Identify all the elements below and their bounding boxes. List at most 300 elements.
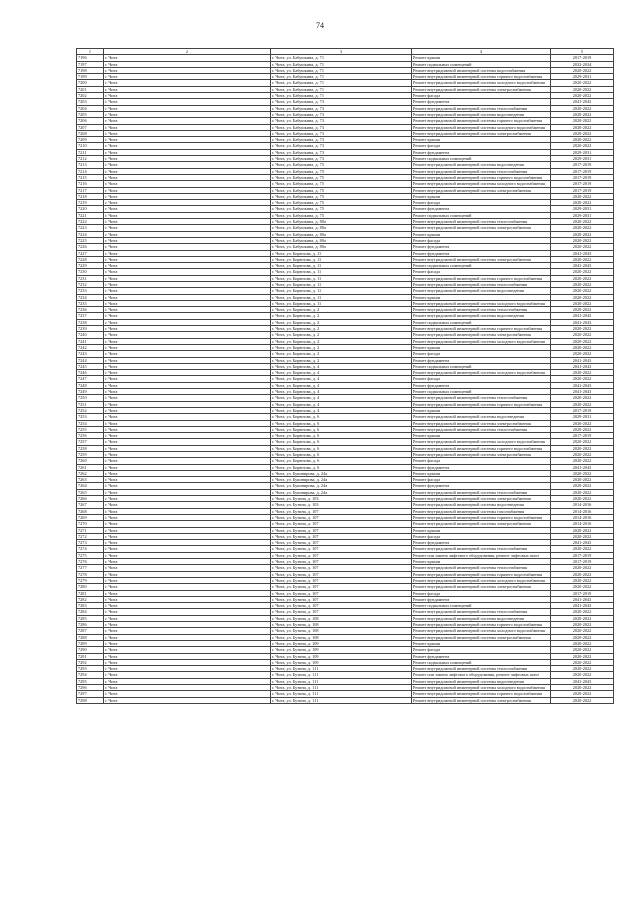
settlement-cell: г. Чита bbox=[104, 659, 271, 665]
address-cell: г. Чита, ул. Бутина, д. 103 bbox=[271, 502, 412, 508]
row-number-cell: 7282 bbox=[77, 596, 104, 602]
period-cell: 2017-2019 bbox=[551, 187, 614, 193]
work-type-cell: Ремонт фундамента bbox=[412, 250, 551, 256]
settlement-cell: г. Чита bbox=[104, 370, 271, 376]
settlement-cell: г. Чита bbox=[104, 124, 271, 130]
row-number-cell: 7270 bbox=[77, 521, 104, 527]
work-type-cell: Ремонт фундамента bbox=[412, 244, 551, 250]
row-number-cell: 7234 bbox=[77, 294, 104, 300]
work-type-cell: Ремонт внутридомовой инженерной системы холодного водоснабжения bbox=[412, 628, 551, 634]
work-type-cell: Ремонт внутридомовой инженерной системы электроснабжения bbox=[412, 634, 551, 640]
work-type-cell: Ремонт внутридомовой инженерной системы электроснабжения bbox=[412, 256, 551, 262]
work-type-cell: Ремонт внутридомовой инженерной системы водоотведения bbox=[412, 678, 551, 684]
address-cell: г. Чита, ул. Бирюзова, д. 4 bbox=[271, 370, 412, 376]
work-type-cell: Ремонт фасада bbox=[412, 351, 551, 357]
address-cell: г. Чита, ул. Бабушкина, д. 73 bbox=[271, 149, 412, 155]
address-cell: г. Чита, ул. Бирюзова, д. 2 bbox=[271, 344, 412, 350]
settlement-cell: г. Чита bbox=[104, 483, 271, 489]
row-number-cell: 7230 bbox=[77, 269, 104, 275]
settlement-cell: г. Чита bbox=[104, 622, 271, 628]
settlement-cell: г. Чита bbox=[104, 697, 271, 703]
address-cell: г. Чита, ул. Бирюзова, д. 11 bbox=[271, 256, 412, 262]
settlement-cell: г. Чита bbox=[104, 502, 271, 508]
period-cell: 2017-2019 bbox=[551, 168, 614, 174]
period-cell: 2020-2022 bbox=[551, 533, 614, 539]
settlement-cell: г. Чита bbox=[104, 256, 271, 262]
address-cell: г. Чита, ул. Бутина, д. 111 bbox=[271, 691, 412, 697]
address-cell: г. Чита, ул. Бирюзова, д. 11 bbox=[271, 275, 412, 281]
period-cell: 2020-2022 bbox=[551, 445, 614, 451]
period-cell: 2020-2022 bbox=[551, 300, 614, 306]
row-number-cell: 7214 bbox=[77, 168, 104, 174]
period-cell: 2020-2022 bbox=[551, 659, 614, 665]
row-number-cell: 7228 bbox=[77, 256, 104, 262]
work-type-cell: Ремонт крыши bbox=[412, 470, 551, 476]
row-number-cell: 7208 bbox=[77, 130, 104, 136]
period-cell: 2020-2022 bbox=[551, 326, 614, 332]
row-number-cell: 7274 bbox=[77, 546, 104, 552]
work-type-cell: Ремонт внутридомовой инженерной системы холодного водоснабжения bbox=[412, 684, 551, 690]
work-type-cell: Ремонт внутридомовой инженерной системы горячего водоснабжения bbox=[412, 622, 551, 628]
settlement-cell: г. Чита bbox=[104, 212, 271, 218]
address-cell: г. Чита, ул. Бутина, д. 111 bbox=[271, 666, 412, 672]
period-cell: 2020-2022 bbox=[551, 426, 614, 432]
address-cell: г. Чита, ул. Бабушкина, д. 71 bbox=[271, 93, 412, 99]
settlement-cell: г. Чита bbox=[104, 401, 271, 407]
period-cell: 2020-2022 bbox=[551, 666, 614, 672]
settlement-cell: г. Чита bbox=[104, 678, 271, 684]
address-cell: г. Чита, ул. Бабушкина, д. 71 bbox=[271, 74, 412, 80]
address-cell: г. Чита, ул. Бирюзова, д. 2 bbox=[271, 357, 412, 363]
address-cell: г. Чита, ул. Бутина, д. 107 bbox=[271, 527, 412, 533]
period-cell: 2020-2022 bbox=[551, 609, 614, 615]
address-cell: г. Чита, ул. Бабушкина, д. 75 bbox=[271, 174, 412, 180]
period-cell: 2020-2022 bbox=[551, 67, 614, 73]
header-cell: 5 bbox=[551, 49, 614, 55]
settlement-cell: г. Чита bbox=[104, 80, 271, 86]
header-cell: 3 bbox=[271, 49, 412, 55]
work-type-cell: Ремонт внутридомовой инженерной системы холодного водоснабжения bbox=[412, 370, 551, 376]
row-number-cell: 7224 bbox=[77, 231, 104, 237]
period-cell: 2014-2016 bbox=[551, 521, 614, 527]
row-number-cell: 7296 bbox=[77, 684, 104, 690]
settlement-cell: г. Чита bbox=[104, 596, 271, 602]
work-type-cell: Ремонт внутридомовой инженерной системы теплоснабжения bbox=[412, 489, 551, 495]
address-cell: г. Чита, ул. Бирюзова, д. 4 bbox=[271, 382, 412, 388]
period-cell: 2020-2022 bbox=[551, 332, 614, 338]
address-cell: г. Чита, ул. Бутина, д. 107 bbox=[271, 514, 412, 520]
row-number-cell: 7253 bbox=[77, 414, 104, 420]
work-type-cell: Ремонт внутридомовой инженерной системы водоотведения bbox=[412, 313, 551, 319]
settlement-cell: г. Чита bbox=[104, 225, 271, 231]
address-cell: г. Чита, ул. Бирюзова, д. 2 bbox=[271, 313, 412, 319]
work-type-cell: Ремонт крыши bbox=[412, 433, 551, 439]
address-cell: г. Чита, ул. Бирюзова, д. 11 bbox=[271, 269, 412, 275]
settlement-cell: г. Чита bbox=[104, 609, 271, 615]
row-number-cell: 7244 bbox=[77, 357, 104, 363]
row-number-cell: 7292 bbox=[77, 659, 104, 665]
work-type-cell: Ремонт подвальных помещений bbox=[412, 363, 551, 369]
address-cell: г. Чита, ул. Бабушкина, д. 71 bbox=[271, 55, 412, 61]
period-cell: 2017-2019 bbox=[551, 407, 614, 413]
row-number-cell: 7222 bbox=[77, 219, 104, 225]
address-cell: г. Чита, ул. Бирюзова, д. 2 bbox=[271, 319, 412, 325]
row-number-cell: 7294 bbox=[77, 672, 104, 678]
work-type-cell: Ремонт внутридомовой инженерной системы холодного водоснабжения bbox=[412, 577, 551, 583]
period-cell: 2020-2022 bbox=[551, 376, 614, 382]
address-cell: г. Чита, ул. Бабушкина, д. 75 bbox=[271, 206, 412, 212]
row-number-cell: 7262 bbox=[77, 470, 104, 476]
period-cell: 2041-2043 bbox=[551, 263, 614, 269]
settlement-cell: г. Чита bbox=[104, 111, 271, 117]
period-cell: 2020-2022 bbox=[551, 672, 614, 678]
period-cell: 2020-2022 bbox=[551, 628, 614, 634]
row-number-cell: 7249 bbox=[77, 389, 104, 395]
address-cell: г. Чита, ул. Бутина, д. 108 bbox=[271, 634, 412, 640]
address-cell: г. Чита, ул. Букинирова, д. 24а bbox=[271, 483, 412, 489]
header-cell: 4 bbox=[412, 49, 551, 55]
address-cell: г. Чита, ул. Бирюзова, д. 11 bbox=[271, 294, 412, 300]
row-number-cell: 7257 bbox=[77, 439, 104, 445]
work-type-cell: Ремонт внутридомовой инженерной системы электроснабжения bbox=[412, 420, 551, 426]
settlement-cell: г. Чита bbox=[104, 420, 271, 426]
address-cell: г. Чита, ул. Бабушкина, д. 75 bbox=[271, 187, 412, 193]
row-number-cell: 7283 bbox=[77, 603, 104, 609]
work-type-cell: Ремонт внутридомовой инженерной системы водоотведения bbox=[412, 288, 551, 294]
work-type-cell: Ремонт подвальных помещений bbox=[412, 263, 551, 269]
period-cell: 2017-2019 bbox=[551, 559, 614, 565]
settlement-cell: г. Чита bbox=[104, 332, 271, 338]
address-cell: г. Чита, ул. Бабушкина, д. 73 bbox=[271, 124, 412, 130]
address-cell: г. Чита, ул. Бутина, д. 107 bbox=[271, 533, 412, 539]
period-cell: 2020-2022 bbox=[551, 294, 614, 300]
work-type-cell: Ремонт внутридомовой инженерной системы водоотведения bbox=[412, 502, 551, 508]
row-number-cell: 7278 bbox=[77, 571, 104, 577]
row-number-cell: 7200 bbox=[77, 80, 104, 86]
address-cell: г. Чита, ул. Бабушкина, д. 80а bbox=[271, 225, 412, 231]
table-body bbox=[77, 49, 614, 704]
period-cell: 2020-2022 bbox=[551, 193, 614, 199]
period-cell: 2020-2022 bbox=[551, 244, 614, 250]
row-number-cell: 7207 bbox=[77, 124, 104, 130]
work-type-cell: Ремонт внутридомовой инженерной системы горячего водоснабжения bbox=[412, 445, 551, 451]
period-cell: 2020-2022 bbox=[551, 401, 614, 407]
settlement-cell: г. Чита bbox=[104, 382, 271, 388]
address-cell: г. Чита, ул. Бирюзова, д. 4 bbox=[271, 401, 412, 407]
settlement-cell: г. Чита bbox=[104, 571, 271, 577]
row-number-cell: 7297 bbox=[77, 691, 104, 697]
settlement-cell: г. Чита bbox=[104, 130, 271, 136]
work-type-cell: Ремонт или замена лифтового оборудования, ремонт лифтовых шахт bbox=[412, 552, 551, 558]
work-type-cell: Ремонт крыши bbox=[412, 294, 551, 300]
work-type-cell: Ремонт внутридомовой инженерной системы горячего водоснабжения bbox=[412, 326, 551, 332]
address-cell: г. Чита, ул. Бутина, д. 107 bbox=[271, 559, 412, 565]
settlement-cell: г. Чита bbox=[104, 584, 271, 590]
work-type-cell: Ремонт внутридомовой инженерной системы теплоснабжения bbox=[412, 395, 551, 401]
address-cell: г. Чита, ул. Бирюзова, д. 2 bbox=[271, 332, 412, 338]
address-cell: г. Чита, ул. Бутина, д. 107 bbox=[271, 590, 412, 596]
work-type-cell: Ремонт фасада bbox=[412, 143, 551, 149]
period-cell: 2020-2022 bbox=[551, 105, 614, 111]
table-row bbox=[77, 697, 614, 703]
address-cell: г. Чита, ул. Бирюзова, д. 4 bbox=[271, 407, 412, 413]
row-number-cell: 7239 bbox=[77, 326, 104, 332]
header-cell: 1 bbox=[77, 49, 104, 55]
settlement-cell: г. Чита bbox=[104, 647, 271, 653]
address-cell: г. Чита, ул. Бабушкина, д. 80а bbox=[271, 219, 412, 225]
address-cell: г. Чита, ул. Бутина, д. 103 bbox=[271, 496, 412, 502]
address-cell: г. Чита, ул. Бирюзова, д. 6 bbox=[271, 414, 412, 420]
row-number-cell: 7211 bbox=[77, 149, 104, 155]
period-cell: 2029-2031 bbox=[551, 74, 614, 80]
period-cell: 2020-2022 bbox=[551, 219, 614, 225]
settlement-cell: г. Чита bbox=[104, 577, 271, 583]
period-cell: 2017-2019 bbox=[551, 174, 614, 180]
period-cell: 2020-2022 bbox=[551, 281, 614, 287]
work-type-cell: Ремонт фундамента bbox=[412, 99, 551, 105]
period-cell: 2020-2022 bbox=[551, 225, 614, 231]
work-type-cell: Ремонт фундамента bbox=[412, 382, 551, 388]
period-cell: 2020-2022 bbox=[551, 483, 614, 489]
address-cell: г. Чита, ул. Бутина, д. 107 bbox=[271, 508, 412, 514]
work-type-cell: Ремонт внутридомовой инженерной системы холодного водоснабжения bbox=[412, 439, 551, 445]
period-cell: 2041-2043 bbox=[551, 596, 614, 602]
settlement-cell: г. Чита bbox=[104, 672, 271, 678]
settlement-cell: г. Чита bbox=[104, 338, 271, 344]
period-cell: 2020-2022 bbox=[551, 80, 614, 86]
row-number-cell: 7279 bbox=[77, 577, 104, 583]
row-number-cell: 7286 bbox=[77, 622, 104, 628]
settlement-cell: г. Чита bbox=[104, 237, 271, 243]
address-cell: г. Чита, ул. Бабушкина, д. 73 bbox=[271, 137, 412, 143]
row-number-cell: 7267 bbox=[77, 502, 104, 508]
work-type-cell: Ремонт внутридомовой инженерной системы холодного водоснабжения bbox=[412, 338, 551, 344]
period-cell: 2020-2022 bbox=[551, 584, 614, 590]
row-number-cell: 7242 bbox=[77, 344, 104, 350]
period-cell: 2020-2022 bbox=[551, 647, 614, 653]
period-cell: 2020-2022 bbox=[551, 439, 614, 445]
settlement-cell: г. Чита bbox=[104, 590, 271, 596]
work-type-cell: Ремонт внутридомовой инженерной системы электроснабжения bbox=[412, 187, 551, 193]
address-cell: г. Чита, ул. Бирюзова, д. 4 bbox=[271, 389, 412, 395]
period-cell: 2041-2043 bbox=[551, 250, 614, 256]
settlement-cell: г. Чита bbox=[104, 168, 271, 174]
settlement-cell: г. Чита bbox=[104, 149, 271, 155]
work-type-cell: Ремонт внутридомовой инженерной системы теплоснабжения bbox=[412, 666, 551, 672]
settlement-cell: г. Чита bbox=[104, 143, 271, 149]
period-cell: 2020-2022 bbox=[551, 344, 614, 350]
row-number-cell: 7227 bbox=[77, 250, 104, 256]
row-number-cell: 7196 bbox=[77, 55, 104, 61]
row-number-cell: 7261 bbox=[77, 464, 104, 470]
address-cell: г. Чита, ул. Бутина, д. 107 bbox=[271, 565, 412, 571]
address-cell: г. Чита, ул. Бутина, д. 108 bbox=[271, 622, 412, 628]
row-number-cell: 7238 bbox=[77, 319, 104, 325]
work-type-cell: Ремонт подвальных помещений bbox=[412, 212, 551, 218]
period-cell: 2020-2022 bbox=[551, 527, 614, 533]
row-number-cell: 7250 bbox=[77, 395, 104, 401]
work-type-cell: Ремонт внутридомовой инженерной системы электроснабжения bbox=[412, 86, 551, 92]
row-number-cell: 7266 bbox=[77, 496, 104, 502]
row-number-cell: 7204 bbox=[77, 105, 104, 111]
work-type-cell: Ремонт внутридомовой инженерной системы горячего водоснабжения bbox=[412, 118, 551, 124]
settlement-cell: г. Чита bbox=[104, 376, 271, 382]
address-cell: г. Чита, ул. Бабушкина, д. 75 bbox=[271, 212, 412, 218]
row-number-cell: 7202 bbox=[77, 93, 104, 99]
work-type-cell: Ремонт внутридомовой инженерной системы горячего водоснабжения bbox=[412, 174, 551, 180]
work-type-cell: Ремонт фундамента bbox=[412, 483, 551, 489]
period-cell: 2020-2022 bbox=[551, 86, 614, 92]
period-cell: 2017-2019 bbox=[551, 552, 614, 558]
period-cell: 2017-2019 bbox=[551, 181, 614, 187]
address-cell: г. Чита, ул. Бирюзова, д. 11 bbox=[271, 300, 412, 306]
settlement-cell: г. Чита bbox=[104, 269, 271, 275]
work-type-cell: Ремонт фасада bbox=[412, 477, 551, 483]
address-cell: г. Чита, ул. Бирюзова, д. 6 bbox=[271, 458, 412, 464]
work-type-cell: Ремонт внутридомовой инженерной системы теплоснабжения bbox=[412, 609, 551, 615]
settlement-cell: г. Чита bbox=[104, 552, 271, 558]
row-number-cell: 7220 bbox=[77, 206, 104, 212]
period-cell: 2020-2022 bbox=[551, 231, 614, 237]
settlement-cell: г. Чита bbox=[104, 477, 271, 483]
settlement-cell: г. Чита bbox=[104, 219, 271, 225]
settlement-cell: г. Чита bbox=[104, 263, 271, 269]
settlement-cell: г. Чита bbox=[104, 86, 271, 92]
address-cell: г. Чита, ул. Бабушкина, д. 71 bbox=[271, 61, 412, 67]
period-cell: 2020-2022 bbox=[551, 477, 614, 483]
settlement-cell: г. Чита bbox=[104, 666, 271, 672]
work-type-cell: Ремонт фасада bbox=[412, 647, 551, 653]
period-cell: 2020-2022 bbox=[551, 351, 614, 357]
period-cell: 2020-2022 bbox=[551, 420, 614, 426]
period-cell: 2020-2022 bbox=[551, 684, 614, 690]
settlement-cell: г. Чита bbox=[104, 533, 271, 539]
settlement-cell: г. Чита bbox=[104, 319, 271, 325]
settlement-cell: г. Чита bbox=[104, 351, 271, 357]
work-type-cell: Ремонт внутридомовой инженерной системы теплоснабжения bbox=[412, 546, 551, 552]
settlement-cell: г. Чита bbox=[104, 363, 271, 369]
work-type-cell: Ремонт фасада bbox=[412, 458, 551, 464]
address-cell: г. Чита, ул. Бирюзова, д. 4 bbox=[271, 376, 412, 382]
address-cell: г. Чита, ул. Бирюзова, д. 6 bbox=[271, 420, 412, 426]
settlement-cell: г. Чита bbox=[104, 634, 271, 640]
period-cell: 2020-2022 bbox=[551, 124, 614, 130]
settlement-cell: г. Чита bbox=[104, 118, 271, 124]
row-number-cell: 7246 bbox=[77, 370, 104, 376]
period-cell: 2029-2031 bbox=[551, 149, 614, 155]
work-type-cell: Ремонт внутридомовой инженерной системы горячего водоснабжения bbox=[412, 401, 551, 407]
settlement-cell: г. Чита bbox=[104, 193, 271, 199]
period-cell: 2020-2022 bbox=[551, 338, 614, 344]
settlement-cell: г. Чита bbox=[104, 389, 271, 395]
row-number-cell: 7268 bbox=[77, 508, 104, 514]
row-number-cell: 7205 bbox=[77, 111, 104, 117]
work-type-cell: Ремонт фундамента bbox=[412, 149, 551, 155]
period-cell: 2041-2043 bbox=[551, 313, 614, 319]
period-cell: 2020-2022 bbox=[551, 640, 614, 646]
work-type-cell: Ремонт фасада bbox=[412, 376, 551, 382]
settlement-cell: г. Чита bbox=[104, 300, 271, 306]
row-number-cell: 7245 bbox=[77, 363, 104, 369]
period-cell: 2020-2022 bbox=[551, 653, 614, 659]
work-type-cell: Ремонт внутридомовой инженерной системы водоотведения bbox=[412, 615, 551, 621]
address-cell: г. Чита, ул. Бабушкина, д. 75 bbox=[271, 168, 412, 174]
row-number-cell: 7284 bbox=[77, 609, 104, 615]
settlement-cell: г. Чита bbox=[104, 250, 271, 256]
row-number-cell: 7275 bbox=[77, 552, 104, 558]
work-type-cell: Ремонт или замена лифтового оборудования, ремонт лифтовых шахт bbox=[412, 672, 551, 678]
period-cell: 2020-2022 bbox=[551, 452, 614, 458]
period-cell: 2017-2019 bbox=[551, 433, 614, 439]
row-number-cell: 7216 bbox=[77, 181, 104, 187]
settlement-cell: г. Чита bbox=[104, 407, 271, 413]
address-cell: г. Чита, ул. Бутина, д. 107 bbox=[271, 584, 412, 590]
address-cell: г. Чита, ул. Бирюзова, д. 11 bbox=[271, 263, 412, 269]
work-type-cell: Ремонт внутридомовой инженерной системы электроснабжения bbox=[412, 452, 551, 458]
row-number-cell: 7265 bbox=[77, 489, 104, 495]
settlement-cell: г. Чита bbox=[104, 99, 271, 105]
work-type-cell: Ремонт внутридомовой инженерной системы холодного водоснабжения bbox=[412, 300, 551, 306]
address-cell: г. Чита, ул. Бирюзова, д. 6 bbox=[271, 445, 412, 451]
period-cell: 2014-2016 bbox=[551, 508, 614, 514]
settlement-cell: г. Чита bbox=[104, 640, 271, 646]
row-number-cell: 7218 bbox=[77, 193, 104, 199]
row-number-cell: 7281 bbox=[77, 590, 104, 596]
work-type-cell: Ремонт фундамента bbox=[412, 596, 551, 602]
row-number-cell: 7226 bbox=[77, 244, 104, 250]
work-type-cell: Ремонт внутридомовой инженерной системы электроснабжения bbox=[412, 496, 551, 502]
work-type-cell: Ремонт внутридомовой инженерной системы горячего водоснабжения bbox=[412, 691, 551, 697]
address-cell: г. Чита, ул. Бутина, д. 107 bbox=[271, 609, 412, 615]
row-number-cell: 7223 bbox=[77, 225, 104, 231]
row-number-cell: 7290 bbox=[77, 647, 104, 653]
address-cell: г. Чита, ул. Бирюзова, д. 11 bbox=[271, 288, 412, 294]
row-number-cell: 7291 bbox=[77, 653, 104, 659]
settlement-cell: г. Чита bbox=[104, 74, 271, 80]
period-cell: 2020-2022 bbox=[551, 546, 614, 552]
row-number-cell: 7240 bbox=[77, 332, 104, 338]
row-number-cell: 7210 bbox=[77, 143, 104, 149]
row-number-cell: 7235 bbox=[77, 300, 104, 306]
work-type-cell: Ремонт фасада bbox=[412, 590, 551, 596]
row-number-cell: 7233 bbox=[77, 288, 104, 294]
address-cell: г. Чита, ул. Бабушкина, д. 75 bbox=[271, 193, 412, 199]
address-cell: г. Чита, ул. Бабушкина, д. 80а bbox=[271, 244, 412, 250]
period-cell: 2020-2022 bbox=[551, 111, 614, 117]
work-type-cell: Ремонт внутридомовой инженерной системы теплоснабжения bbox=[412, 219, 551, 225]
address-cell: г. Чита, ул. Бирюзова, д. 6 bbox=[271, 464, 412, 470]
work-type-cell: Ремонт внутридомовой инженерной системы холодного водоснабжения bbox=[412, 124, 551, 130]
period-cell: 2041-2043 bbox=[551, 678, 614, 684]
address-cell: г. Чита, ул. Бутина, д. 107 bbox=[271, 571, 412, 577]
address-cell: г. Чита, ул. Бирюзова, д. 6 bbox=[271, 452, 412, 458]
work-type-cell: Ремонт внутридомовой инженерной системы водоотведения bbox=[412, 414, 551, 420]
row-number-cell: 7209 bbox=[77, 137, 104, 143]
work-type-cell: Ремонт внутридомовой инженерной системы электроснабжения bbox=[412, 130, 551, 136]
settlement-cell: г. Чита bbox=[104, 326, 271, 332]
address-cell: г. Чита, ул. Бабушкина, д. 71 bbox=[271, 80, 412, 86]
address-cell: г. Чита, ул. Бирюзова, д. 2 bbox=[271, 307, 412, 313]
settlement-cell: г. Чита bbox=[104, 464, 271, 470]
period-cell: 2020-2022 bbox=[551, 470, 614, 476]
period-cell: 2020-2022 bbox=[551, 691, 614, 697]
settlement-cell: г. Чита bbox=[104, 61, 271, 67]
period-cell: 2020-2022 bbox=[551, 697, 614, 703]
work-type-cell: Ремонт внутридомовой инженерной системы теплоснабжения bbox=[412, 565, 551, 571]
address-cell: г. Чита, ул. Бабушкина, д. 73 bbox=[271, 99, 412, 105]
settlement-cell: г. Чита bbox=[104, 174, 271, 180]
address-cell: г. Чита, ул. Бабушкина, д. 80а bbox=[271, 231, 412, 237]
